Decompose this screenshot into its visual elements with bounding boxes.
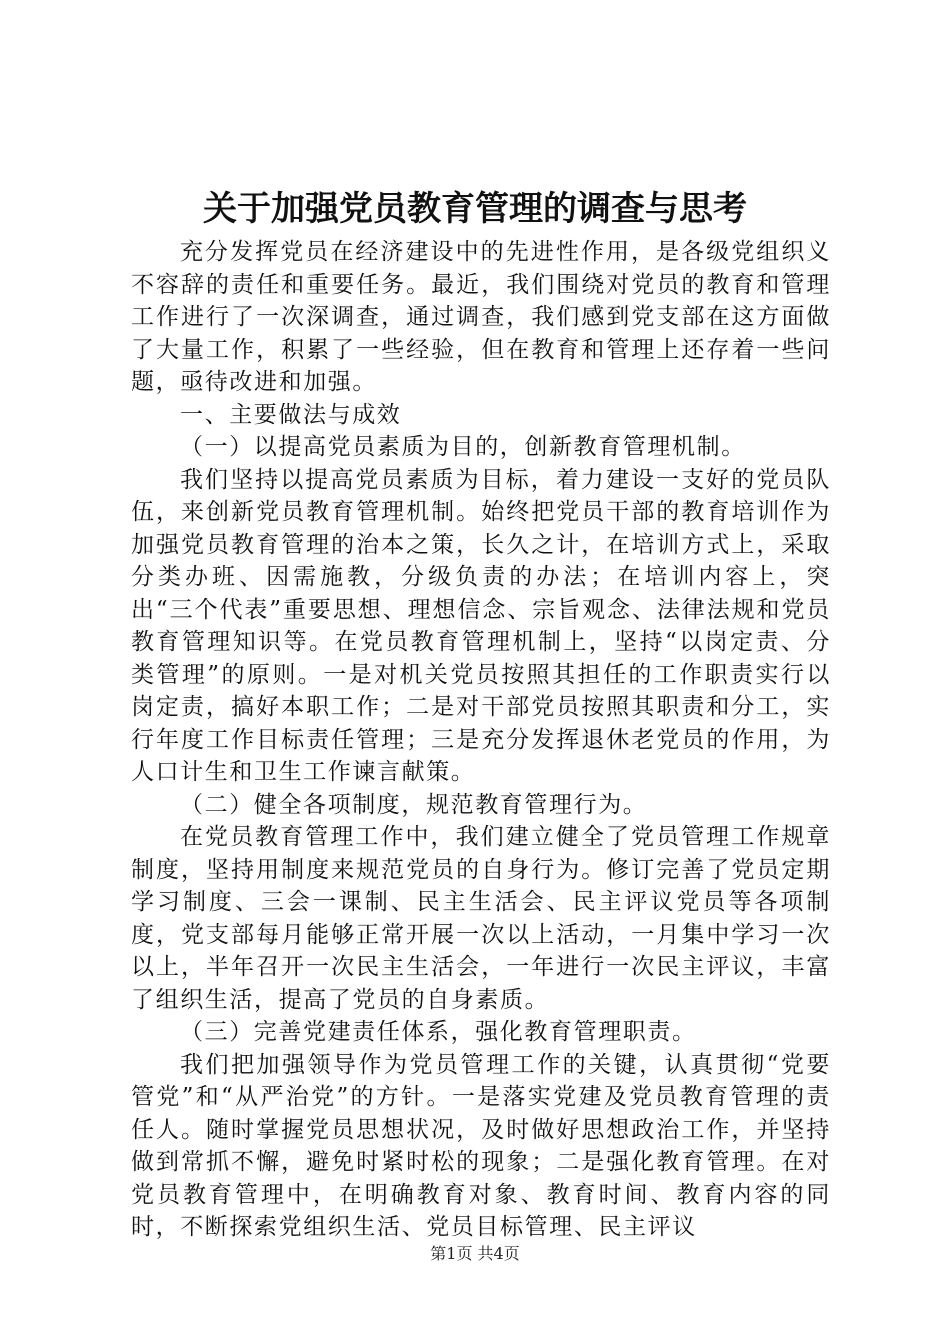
- section-heading-1: 一、主要做法与成效: [180, 401, 402, 428]
- body-paragraph-1: 我们坚持以提高党员素质为目标，着力建设一支好的党员队伍，来创新党员教育管理机制。始终把党员干部的教育培训作为加强党员教育管理的治本之策，长久之计，在培训方式上，采取分类办班、因需施教，分级负责的办法；在培训内容上，突出“三个代表”重要思想、理想信念、宗旨观念、法律法规和党员教育管理知识等。在党员教育管理机制上，坚持“以岗定责、分类管理”的原则。一是对机关党员按照其担任的工作职责实行以岗定责，搞好本职工作；二是对干部党员按照其职责和分工，实行年度工作目标责任管理；三是充分发挥退休老党员的作用，为人口计生和卫生工作谏言献策。: [131, 466, 831, 785]
- intro-paragraph: 充分发挥党员在经济建设中的先进性作用，是各级党组织义不容辞的责任和重要任务。最近，我们围绕对党员的教育和管理工作进行了一次深调查，通过调查，我们感到党支部在这方面做了大量工作，积累了一些经验，但在教育和管理上还存着一些问题，亟待改进和加强。: [131, 239, 831, 395]
- body-paragraph-2: 在党员教育管理工作中，我们建立健全了党员管理工作规章制度，坚持用制度来规范党员的自身行为。修订完善了党员定期学习制度、三会一课制、民主生活会、民主评议党员等各项制度，党支部每月能够正常开展一次以上活动，一月集中学习一次以上，半年召开一次民主生活会，一年进行一次民主评议，丰富了组织生活，提高了党员的自身素质。: [131, 824, 831, 1013]
- subsection-heading-3: （三）完善党建责任体系，强化教育管理职责。: [180, 1019, 697, 1045]
- subsection-heading-2: （二）健全各项制度，规范教育管理行为。: [180, 791, 648, 818]
- document-title: 关于加强党员教育管理的调查与思考: [203, 189, 747, 229]
- document-body: [131, 236, 831, 1244]
- page-number-footer: 第1页 共4页: [430, 1244, 520, 1263]
- body-paragraph-3: 我们把加强领导作为党员管理工作的关键，认真贯彻“党要管党”和“从严治党”的方针。一是落实党建及党员教育管理的责任人。随时掌握党员思想状况，及时做好思想政治工作，并坚持做到常抓不懈，避免时紧时松的现象；二是强化教育管理。在对党员教育管理中，在明确教育对象、教育时间、教育内容的同时，不断探索党组织生活、党员目标管理、民主评议: [131, 1051, 831, 1240]
- subsection-heading-1: （一）以提高党员素质为目的，创新教育管理机制。: [180, 434, 746, 460]
